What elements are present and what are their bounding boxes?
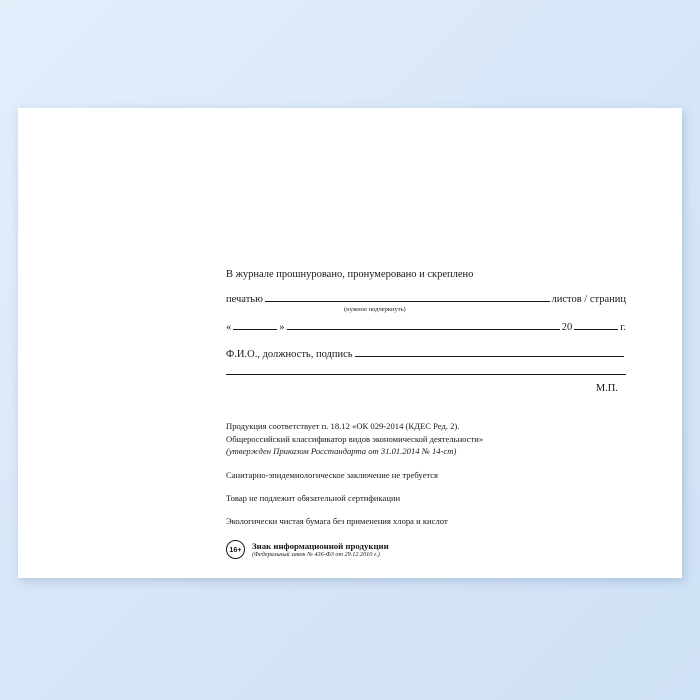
sheets-label: листов / страниц [551, 294, 626, 306]
age-mark-row [226, 540, 626, 559]
date-row [226, 322, 626, 333]
year-prefix: 20 [561, 322, 573, 334]
note-line-3: (утвержден Приказом Росстандарта от 31.01.2014 № 14-ст) [226, 446, 457, 457]
journal-intro-text: В журнале прошнуровано, пронумеровано и скреплено [226, 269, 474, 280]
seal-sheets-row [226, 294, 626, 305]
underline-note: (нужное подчеркнуть) [344, 306, 406, 314]
year-suffix: г. [620, 322, 626, 334]
age-mark-title: Знак информационной продукции [252, 540, 389, 551]
document-content [226, 268, 626, 559]
document-page [18, 108, 682, 578]
date-day-line [233, 329, 277, 330]
age-mark-subtitle: (Федеральный закон № 436-Ф3 от 29.12.2010 г.) [252, 550, 380, 558]
date-close-quote: » [279, 322, 285, 334]
seal-label: печатью [226, 294, 263, 306]
spacer [226, 333, 626, 349]
spacer [226, 481, 626, 492]
notes-block [226, 420, 626, 528]
age-rating-badge-icon: 16+ [226, 540, 245, 559]
date-year-line [574, 329, 618, 330]
spacer [226, 313, 626, 322]
signature-row [226, 349, 626, 360]
stamp-label: М.П. [595, 383, 618, 395]
seal-fill-line [265, 301, 550, 302]
age-mark-text [252, 541, 389, 558]
spacer [226, 282, 626, 294]
spacer [226, 504, 626, 515]
date-month-line [287, 329, 560, 330]
date-open-quote: « [226, 322, 232, 334]
signature-label: Ф.И.О., должность, подпись [226, 349, 353, 361]
note-line-1: Продукция соответствует п. 18.12 «ОК 029-2014 (КДЕС Ред. 2). [226, 421, 460, 432]
note-line-6: Экологически чистая бумага без применения хлора и кислот [226, 516, 448, 527]
spacer [226, 458, 626, 469]
note-line-5: Товар не подлежит обязательной сертификации [226, 492, 401, 503]
signature-fill-line [355, 356, 624, 357]
signature-second-line [226, 374, 626, 375]
note-line-4: Санитарно-эпидемиологическое заключение не требуется [226, 469, 439, 480]
note-line-2: Общероссийский классификатор видов экономической деятельности» [226, 433, 484, 444]
